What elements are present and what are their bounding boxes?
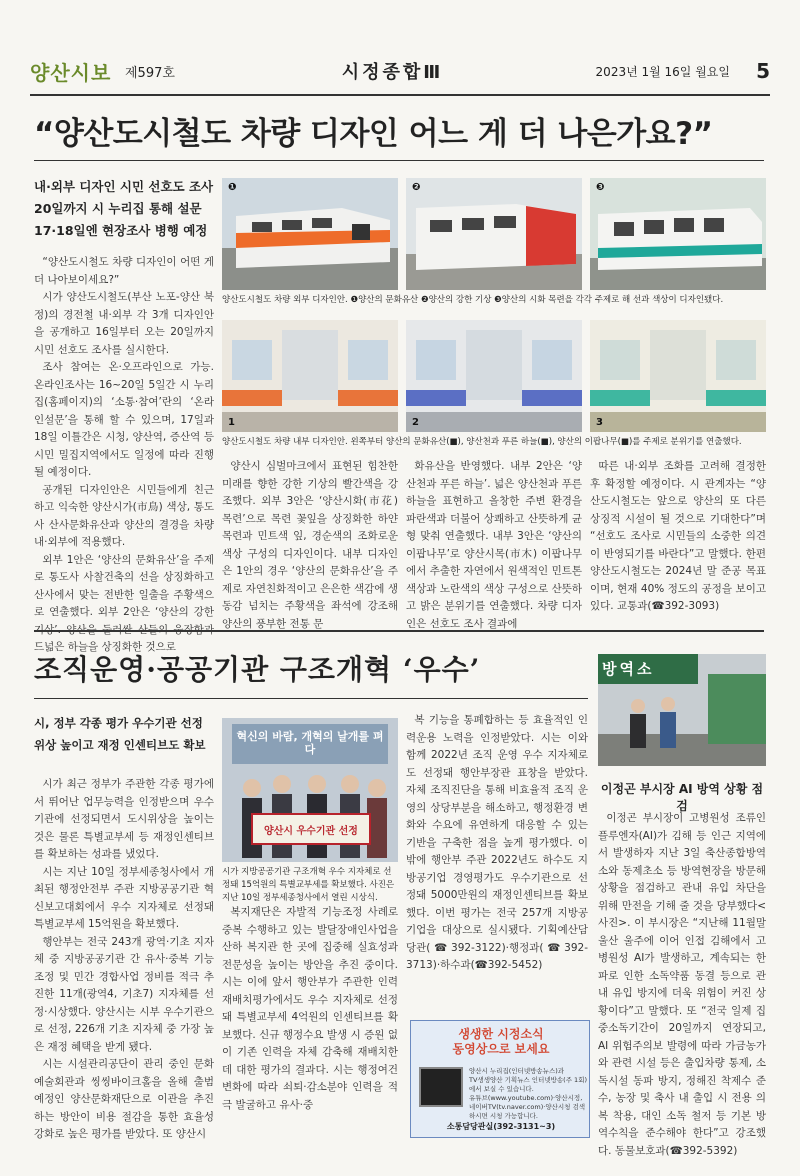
promo-line: TV생생양산 기획뉴스 인터넷방송(주 1회)에서 보실 수 있습니다. <box>469 1076 588 1093</box>
quarantine-inspection-photo <box>598 654 766 766</box>
promo-line: 양산시 누리집(인터넷방송뉴스)과 <box>469 1067 565 1075</box>
article2-subheads <box>34 712 214 756</box>
exterior-caption: 양산도시철도 차량 외부 디자인안. ❶양산의 문화유산 ❷양산의 강한 기상 ❸양산의 시화 목련을 각각 주제로 해 선과 색상이 디자인됐다. <box>222 295 724 305</box>
exterior-design-photo-1 <box>222 178 398 290</box>
photo-number: 3 <box>596 417 603 428</box>
article1-column-4 <box>590 458 766 616</box>
interior-design-photo-2 <box>406 320 582 432</box>
page-number: 5 <box>756 59 770 83</box>
article1-headline: “양산도시철도 차량 디자인 어느 게 더 나은가요?” <box>34 116 713 152</box>
promo-body <box>469 1067 587 1121</box>
subhead-line: 내·외부 디자인 시민 선호도 조사 <box>34 179 214 194</box>
award-ceremony-photo <box>222 718 398 862</box>
photo-number: ❶ <box>228 182 237 193</box>
article1-subheads <box>34 176 214 242</box>
paragraph: 시가 양산도시철도(부산 노포-양산 북정)의 경전철 내·외부 각 3개 디자인안을 공개하고 16일부터 오는 20일까지 시민 선호도 조사를 실시한다. <box>34 291 214 356</box>
newspaper-logo: 양산시보 <box>30 60 112 85</box>
paragraph: 시는 시설관리공단이 관리 중인 문화예술회관과 씽씽바이크홀을 올해 출범예정인 양산문화재단으로 이관을 추진하는 방안이 비용 절감을 통한 효율성 강화로 높은 평가를 받았다. 또 양산시 <box>34 1058 214 1140</box>
paragraph: 조사 참여는 온·오프라인으로 가능. 온라인조사는 16~20일 5일간 시 누리집(홈페이지)의 ‘소통·참여’란의 ‘온라인설문’을 통해 할 수 있으며, 17일과 18일 이틀간은 시청, 양산역, 증산역 등 시민 밀집지역에서도 일정에 따라 진행될 예정이다. <box>34 361 214 478</box>
paragraph: 화유산을 반영했다. 내부 2안은 ‘양산천과 푸른 하늘’. 넓은 양산천과 푸른 하늘을 표현하고 올창한 주변 환경을 파란색과 더불어 상쾌하고 산뜻하게 균형 맞춰 연출했다. 내부 3안은 ‘양산의 이팝나무’로 양산시목(市木) 이팝나무에서 추출한 자연에서 원색적인 민트톤 색상과 노란색의 색상 구성으로 산뜻하고 밝은 분위기를 연출했다. 차량 디자인은 선호도 조사 결과에 <box>406 460 582 630</box>
article1-column-2 <box>222 458 398 633</box>
promo-title <box>411 1027 591 1057</box>
interior-design-photo-1 <box>222 320 398 432</box>
paragraph: 시가 최근 정부가 주관한 각종 평가에서 뛰어난 업무능력을 인정받으며 우수기관에 선정되면서 도시위상을 높이는 것은 물론 특별교부세 등 재정인센티브를 확보하는 성과를 냈었다. <box>34 778 214 860</box>
side-article-body <box>598 810 766 1160</box>
subhead-line: 위상 높이고 재정 인센티브도 확보 <box>34 738 206 752</box>
issue-date: 2023년 1월 16일 월요일 <box>595 64 730 79</box>
award-plaque-text: 양산시 우수기관 선정 <box>264 826 358 837</box>
side-article-headline: 이정곤 부시장 AI 방역 상황 점검 <box>600 782 764 813</box>
paragraph: 행안부는 전국 243개 광역·기초 지자체 중 지방공공기관 간 유사·중복 기능 조정 및 민간 경합사업 정비를 적극 추진한 11개(광역4, 기초7) 지자체를 선정·시상했다. 양산시는 시부 우수기관으로 선정, 226개 기초 지자체 중 가장 높은 재정 혜택을 받게 됐다. <box>34 935 214 1053</box>
article1-column-1 <box>34 254 214 657</box>
promo-line: 유튜브(www.youtube.com)·양산시정, 네이버TV(tv.naver.com)·양산시청 검색하시면 시청 가능합니다. <box>469 1094 586 1120</box>
article2-column-3 <box>406 712 588 975</box>
issue-number: 제597호 <box>125 65 175 81</box>
tv-icon <box>419 1067 463 1107</box>
exterior-design-photo-2 <box>406 178 582 290</box>
paragraph: “양산도시철도 차량 디자인이 어떤 게 더 나아보이세요?” <box>34 256 214 286</box>
paragraph: 양산시 심벌마크에서 표현된 힘찬한 미래를 향한 강한 기상의 빨간색을 강조했다. 외부 3안은 ‘양산시화(市花) 목련’으로 목련 꽃잎을 상징화한 하얀 목련과 민트색 잎, 경순색의 조화로운 색상 구성의 디자인이다. 내부 디자인은 1안의 경우 ‘양산의 문화유산’을 주제로 자연친화적이고 은은한 색감에 생동감 넘치는 주황색을 좌석에 강조해 양산의 풍부한 전통 문 <box>222 460 398 630</box>
exterior-design-photo-3 <box>590 178 766 290</box>
subhead-line: 20일까지 시 누리집 통해 설문 <box>34 201 202 216</box>
photo-number: 2 <box>412 417 419 428</box>
subhead-line: 17·18일엔 현장조사 병행 예정 <box>34 223 208 238</box>
interior-design-photo-3 <box>590 320 766 432</box>
article2-column-2 <box>222 904 398 1114</box>
article1-column-3 <box>406 458 582 633</box>
subhead-line: 시, 정부 각종 평가 우수기관 선정 <box>34 716 203 730</box>
photo-number: ❸ <box>596 182 605 193</box>
article1-divider <box>34 160 764 161</box>
interior-caption: 양산도시철도 차량 내부 디자인안. 왼쪽부터 양산의 문화유산(■), 양산천과 푸른 하늘(■), 양산의 이팝나무(■)를 주제로 분위기를 연출했다. <box>222 437 742 447</box>
promo-title-line: 생생한 시정소식 <box>458 1027 544 1041</box>
paragraph: 복 기능을 통폐합하는 등 효율적인 인력운용 노력을 인정받았다. 시는 이와 함께 2022년 조직 운영 우수 지자체로도 선정돼 행안부장관 표창을 받았다. 자체 조직진단을 통해 비효율적 조직 운영의 상당부분을 해소하고, 행정환경 변화와 수요에 유연하게 대응할 수 있는 기반을 구축한 점을 높게 평가했다. 이밖에 행안부 주관 2022년도 하수도 지방공기업 경영평가도 우수기관으로 선정돼 5000만원의 재정인센티브를 확보했다. 이번 평가는 전국 257개 지방공기업을 대상으로 실시됐다. 기획예산담당관(☎392-3122)·행정과(☎392-3713)·하수과(☎392-5452) <box>406 714 588 971</box>
paragraph: 복지재단은 자발적 기능조정 사례로 중복 수행하고 있는 발달장애인사업을 산하 복지관 한 곳에 집중해 실효성과 전문성을 높이는 방안을 추진 중이다. 시는 이에 앞서 행안부가 주관한 인력 재배치평가에서도 우수 지자체로 선정돼 특별교부세 4억원의 인센티브를 확보했다. 신규 행정수요 발생 시 증원 없이 기존 인력을 자체 감축해 재배치한 데 대한 평가의 결과다. 시는 행정여건 변화에 따라 쇠퇴·감소분야 인력을 적극 발굴하고 유사·중 <box>222 906 398 1111</box>
photo-number: ❷ <box>412 182 421 193</box>
photo-number: 1 <box>228 417 235 428</box>
section-title: 시정종합Ⅲ <box>341 62 444 83</box>
paragraph: 시는 지난 10일 정부세종청사에서 개최된 행정안전부 주관 지방공공기관 혁신보고대회에서 우수 지자체로 선정돼 특별교부세 15억원을 확보했다. <box>34 865 214 930</box>
article2-divider <box>34 698 588 699</box>
article2-column-1 <box>34 776 214 1144</box>
banner-text: 혁신의 바람, 개혁의 날개를 펴다 <box>236 730 384 756</box>
award-photo-caption: 시가 지방공공기관 구조개혁 우수 지자체로 선정돼 15억원의 특별교부세를 확보했다. 사진은 지난 10일 정부세종청사에서 열린 시상식. <box>222 867 395 903</box>
section-divider <box>34 630 764 632</box>
paragraph: 외부 1안은 ‘양산의 문화유산’을 주제로 통도사 사찰건축의 선을 상징화하고 산사에서 맞는 전반한 일출을 주황색으로 연출했다. 외부 2안은 ‘양산의 강한 드넓은 하늘을 상징화한 것으로 <box>34 553 214 653</box>
sign-text: 방역소 <box>602 660 655 678</box>
paragraph: 공개된 디자인안은 시민들에게 친근하고 익숙한 양산시가(市鳥) 색상, 통도사 산사문화유산과 양산의 결경을 차량 내·외부에 적용했다. <box>34 483 214 548</box>
article2-headline: 조직운영·공공기관 구조개혁 ‘우수’ <box>34 653 481 686</box>
paragraph: 이정곤 부시장이 고병원성 조류인플루엔자(AI)가 김해 등 인근 지역에서 발생하자 지난 3일 축산종합방역소와 동제초소 등 방역현장을 방문해 상황을 점검하고 관내 유입 차단을 위해 만전을 기해 줄 것을 당부했다<사진>. 이 부시장은 “지난해 11월말 울산 울주에 이어 인접 김해에서 고병원성 AI가 발생하고, 계속되는 한파로 인한 소독약품 동결 등으로 관내 유입 방지에 더욱 위험이 커진 상황이다”고 말했다. 또 “전국 일제 집중소독기간이 20일까지 연장되고, AI 위험주의보 발령에 따라 가금농가와 관련 시설 등은 출입차량 통제, 소독시설 동파 방지, 정해진 착제수 준수, 농장 및 축사 내 출입 시 전용 의복 착용, 대인 소독 철저 등 기본 방역수칙을 준수해야 한다”고 강조했다. 동물보호과(☎392-5392) <box>598 812 766 1157</box>
paragraph: 따른 내·외부 조화를 고려해 결정한 후 확정할 예정이다. 시 관계자는 “양산도시철도는 앞으로 양산의 또 다른 상징적 시설이 될 것으로 기대한다”며 “선호도 조사로 시민들의 소중한 의견이 반영되기를 바란다”고 말했다. 한편 양산도시철도는 2024년 말 준공 목표이며, 현재 40% 정도의 공정을 보이고 있다. 교통과(☎392-3093) <box>590 460 766 612</box>
masthead <box>30 48 770 96</box>
promo-contact: 소통담당관실(392-3131~3) <box>446 1122 556 1131</box>
video-news-promo-box <box>410 1020 590 1138</box>
promo-title-line: 동영상으로 보세요 <box>452 1042 550 1056</box>
